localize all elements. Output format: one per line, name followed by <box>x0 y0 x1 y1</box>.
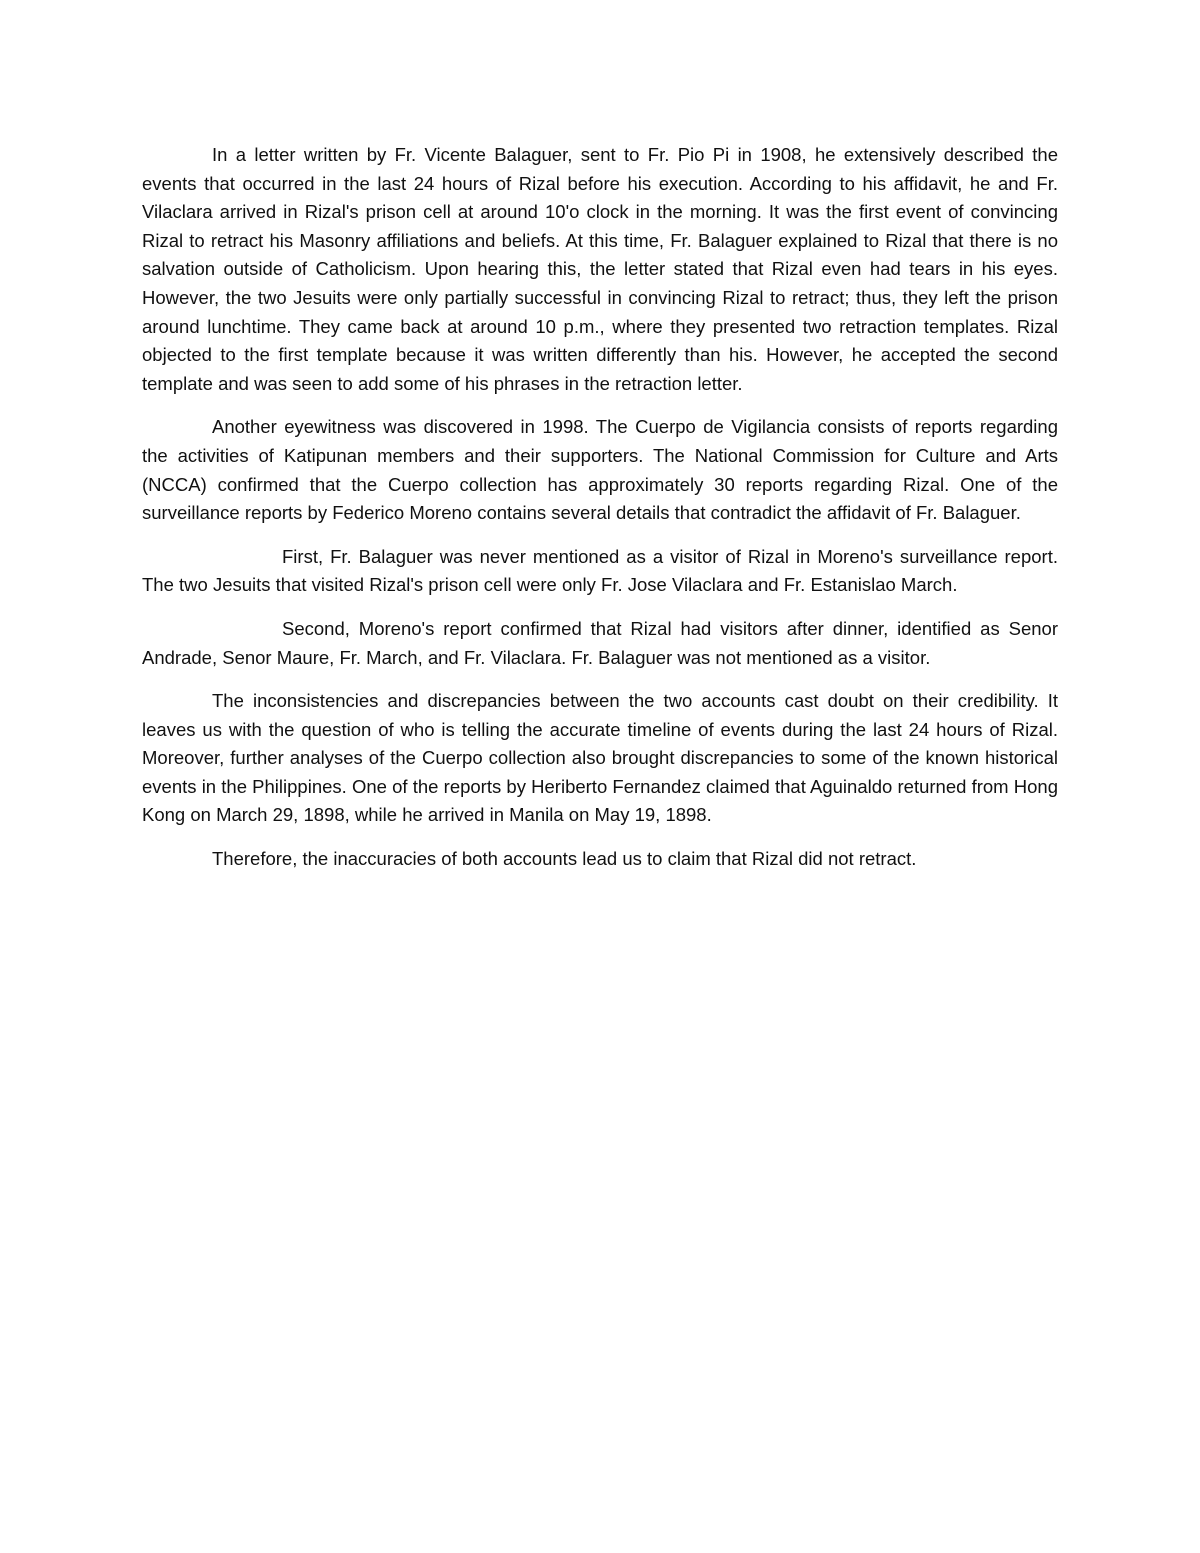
paragraph-second-point: Second, Moreno's report confirmed that Rizal had visitors after dinner, identified as Senor Andrade, Senor Maure, Fr. March, and Fr. Vilaclara. Fr. Balaguer was not mentioned as a visitor. <box>142 617 1058 668</box>
paragraph-balaguer-letter: In a letter written by Fr. Vicente Balaguer, sent to Fr. Pio Pi in 1908, he extensively described the events that occurred in the last 24 hours of Rizal before his execution. According to his affidavit, he and Fr. Vilaclara arrived in Rizal's prison cell at around 10'o clock in the morning. It was the first event of convincing Rizal to retract his Masonry affiliations and beliefs. At this time, Fr. Balaguer explained to Rizal that there is no salvation outside of Catholicism. Upon hearing this, the letter stated that Rizal even had tears in his eyes. However, the two Jesuits were only partially successful in convincing Rizal to retract; thus, they left the prison around lunchtime. They came back at around 10 p.m., where they presented two retraction templates. Rizal objected to the first template because it was written differently than his. However, he accepted the second template and was seen to add some of his phrases in the retraction letter. <box>142 144 1058 394</box>
paragraph-conclusion: Therefore, the inaccuracies of both accounts lead us to claim that Rizal did not retract. <box>212 848 917 870</box>
document-body <box>142 141 1058 889</box>
paragraph-inconsistencies: The inconsistencies and discrepancies between the two accounts cast doubt on their credibility. It leaves us with the question of who is telling the accurate timeline of events during the last 24 hours of Rizal. Moreover, further analyses of the Cuerpo collection also brought discrepancies to some of the known historical events in the Philippines. One of the reports by Heriberto Fernandez claimed that Aguinaldo returned from Hong Kong on March 29, 1898, while he arrived in Manila on May 19, 1898. <box>142 690 1058 826</box>
paragraph-first-point: First, Fr. Balaguer was never mentioned as a visitor of Rizal in Moreno's surveillance report. The two Jesuits that visited Rizal's prison cell were only Fr. Jose Vilaclara and Fr. Estanislao March. <box>142 545 1058 596</box>
paragraph-another-eyewitness: Another eyewitness was discovered in 1998. The Cuerpo de Vigilancia consists of reports regarding the activities of Katipunan members and their supporters. The National Commission for Culture and Arts (NCCA) confirmed that the Cuerpo collection has approximately 30 reports regarding Rizal. One of the surveillance reports by Federico Moreno contains several details that contradict the affidavit of Fr. Balaguer. <box>142 416 1058 524</box>
